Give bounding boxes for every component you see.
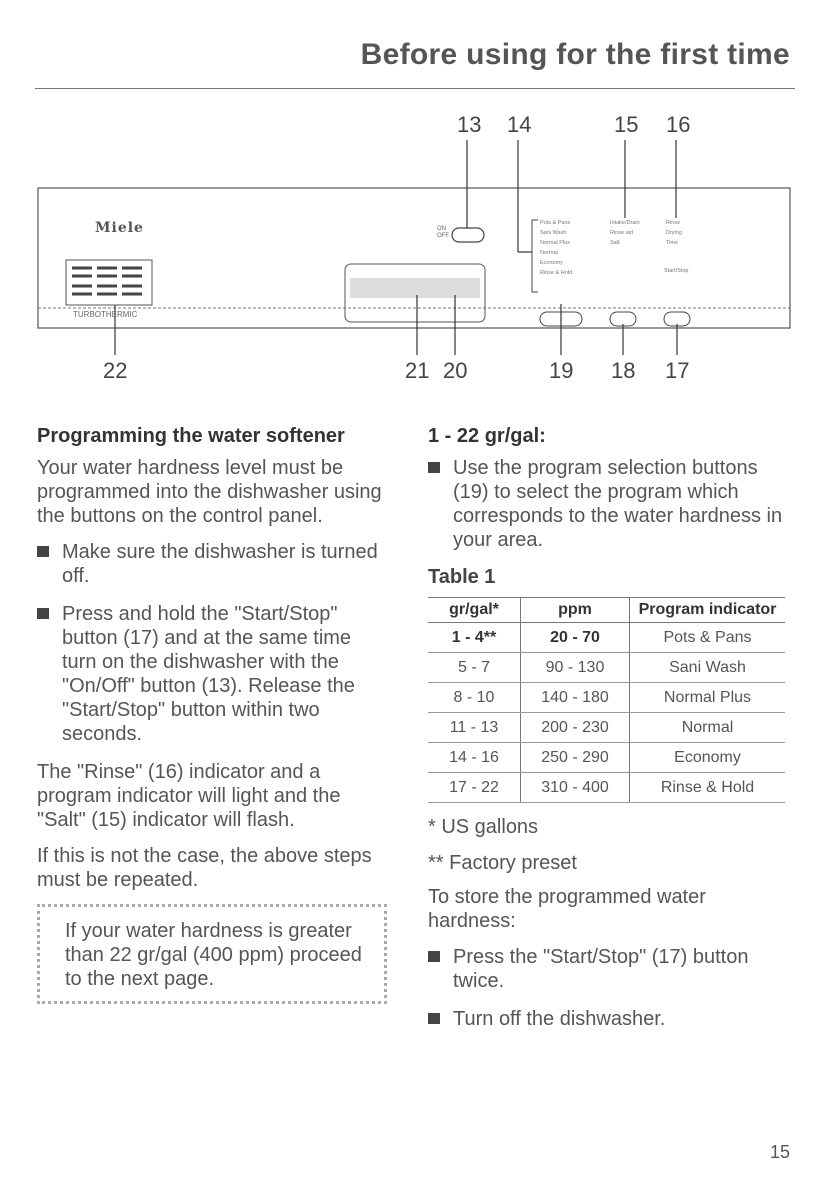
table-cell: 11 - 13	[428, 713, 521, 743]
bullet-icon	[428, 1013, 440, 1024]
header-divider	[35, 88, 795, 89]
table-cell: 310 - 400	[521, 773, 630, 803]
instruction-text: Turn off the dishwasher.	[453, 1008, 666, 1030]
phase-item: Drying	[666, 230, 682, 236]
page-number: 15	[769, 1142, 790, 1162]
page-title: Before using for the first time	[360, 38, 790, 71]
intro-paragraph: Your water hardness level must be programmed into the dishwasher using the buttons on the control panel.	[37, 457, 382, 527]
table-cell: 20 - 70	[521, 623, 630, 653]
table-header-row	[428, 598, 785, 623]
callout-20: 20	[443, 358, 468, 383]
table-row	[428, 623, 785, 653]
brand-logo: Miele	[95, 220, 144, 236]
callout-15: 15	[614, 112, 639, 137]
callout-14: 14	[507, 112, 532, 137]
instruction-text: Use the program selection buttons (19) to select the program which corresponds to the water hardness in your area.	[453, 457, 783, 551]
phase-item: Time	[666, 240, 679, 246]
program-item: Sani Wash	[540, 230, 567, 236]
instruction-text: Press and hold the "Start/Stop" button (17) and at the same time turn on the dishwasher with the "On/Off" button (13). Release the "Start/Stop" button within two seconds.	[62, 603, 355, 745]
table-row	[428, 683, 785, 713]
table-row	[428, 773, 785, 803]
table-cell: 250 - 290	[521, 743, 630, 773]
footnote: * US gallons	[428, 816, 539, 838]
instruction-text: Press the "Start/Stop" (17) button twice.	[453, 946, 749, 992]
phase-item: Rinse	[666, 220, 681, 226]
right-column	[428, 425, 798, 1045]
table-row	[428, 743, 785, 773]
program-indicator-list	[540, 218, 605, 278]
program-item: Normal Plus	[540, 240, 570, 246]
table-cell: Sani Wash	[630, 653, 786, 683]
start-stop-label: Start/Stop	[664, 268, 689, 274]
bullet-icon	[37, 546, 49, 557]
section-heading: Programming the water softener	[37, 425, 345, 447]
instruction-step	[428, 456, 798, 552]
program-item: Economy	[540, 260, 563, 266]
status-indicator-list	[610, 218, 640, 248]
program-item: Rinse & Hold	[540, 270, 573, 276]
instruction-step	[37, 602, 387, 746]
control-panel-illustration	[0, 100, 830, 400]
instruction-step	[428, 945, 798, 993]
bullet-icon	[37, 608, 49, 619]
callout-21: 21	[405, 358, 430, 383]
callout-16: 16	[666, 112, 691, 137]
table-cell: 1 - 4**	[428, 623, 521, 653]
table-cell: 17 - 22	[428, 773, 521, 803]
instruction-step	[428, 1007, 798, 1031]
store-intro-paragraph: To store the programmed water hardness:	[428, 886, 706, 932]
callout-17: 17	[665, 358, 690, 383]
status-item: Salt	[610, 240, 620, 246]
instruction-text: Make sure the dishwasher is turned off.	[62, 541, 378, 587]
callout-22: 22	[103, 358, 128, 383]
status-item: Intake/Drain	[610, 220, 640, 226]
instruction-step	[37, 540, 387, 588]
table-cell: 5 - 7	[428, 653, 521, 683]
section-heading: 1 - 22 gr/gal:	[428, 425, 546, 447]
table-cell: Normal	[630, 713, 786, 743]
table-cell: Pots & Pans	[630, 623, 786, 653]
table-row	[428, 713, 785, 743]
program-item: Pots & Pans	[540, 220, 571, 226]
left-column	[37, 425, 387, 1004]
callout-19: 19	[549, 358, 574, 383]
table-row	[428, 653, 785, 683]
hardness-table	[428, 597, 785, 803]
control-panel-diagram	[0, 100, 830, 400]
column-header: gr/gal*	[428, 598, 521, 623]
phase-indicator-list	[666, 218, 682, 248]
onoff-label: ON OFF	[437, 226, 449, 239]
program-item: Normal	[540, 250, 558, 256]
bullet-icon	[428, 462, 440, 473]
repeat-paragraph: If this is not the case, the above steps must be repeated.	[37, 845, 372, 891]
table-title: Table 1	[428, 566, 496, 588]
bullet-icon	[428, 951, 440, 962]
table-cell: 8 - 10	[428, 683, 521, 713]
column-header: ppm	[521, 598, 630, 623]
callout-13: 13	[457, 112, 482, 137]
table-cell: 200 - 230	[521, 713, 630, 743]
table-cell: Normal Plus	[630, 683, 786, 713]
turbothermic-label: TURBOTHERMIC	[73, 310, 138, 319]
result-paragraph: The "Rinse" (16) indicator and a program indicator will light and the "Salt" (15) indicator will flash.	[37, 761, 341, 831]
column-header: Program indicator	[630, 598, 786, 623]
callout-18: 18	[611, 358, 636, 383]
table-cell: Rinse & Hold	[630, 773, 786, 803]
note-box: If your water hardness is greater than 22 gr/gal (400 ppm) proceed to the next page.	[37, 904, 387, 1004]
table-cell: 14 - 16	[428, 743, 521, 773]
table-cell: Economy	[630, 743, 786, 773]
footnote: ** Factory preset	[428, 852, 577, 874]
status-item: Rinse aid	[610, 230, 633, 236]
table-cell: 90 - 130	[521, 653, 630, 683]
table-cell: 140 - 180	[521, 683, 630, 713]
